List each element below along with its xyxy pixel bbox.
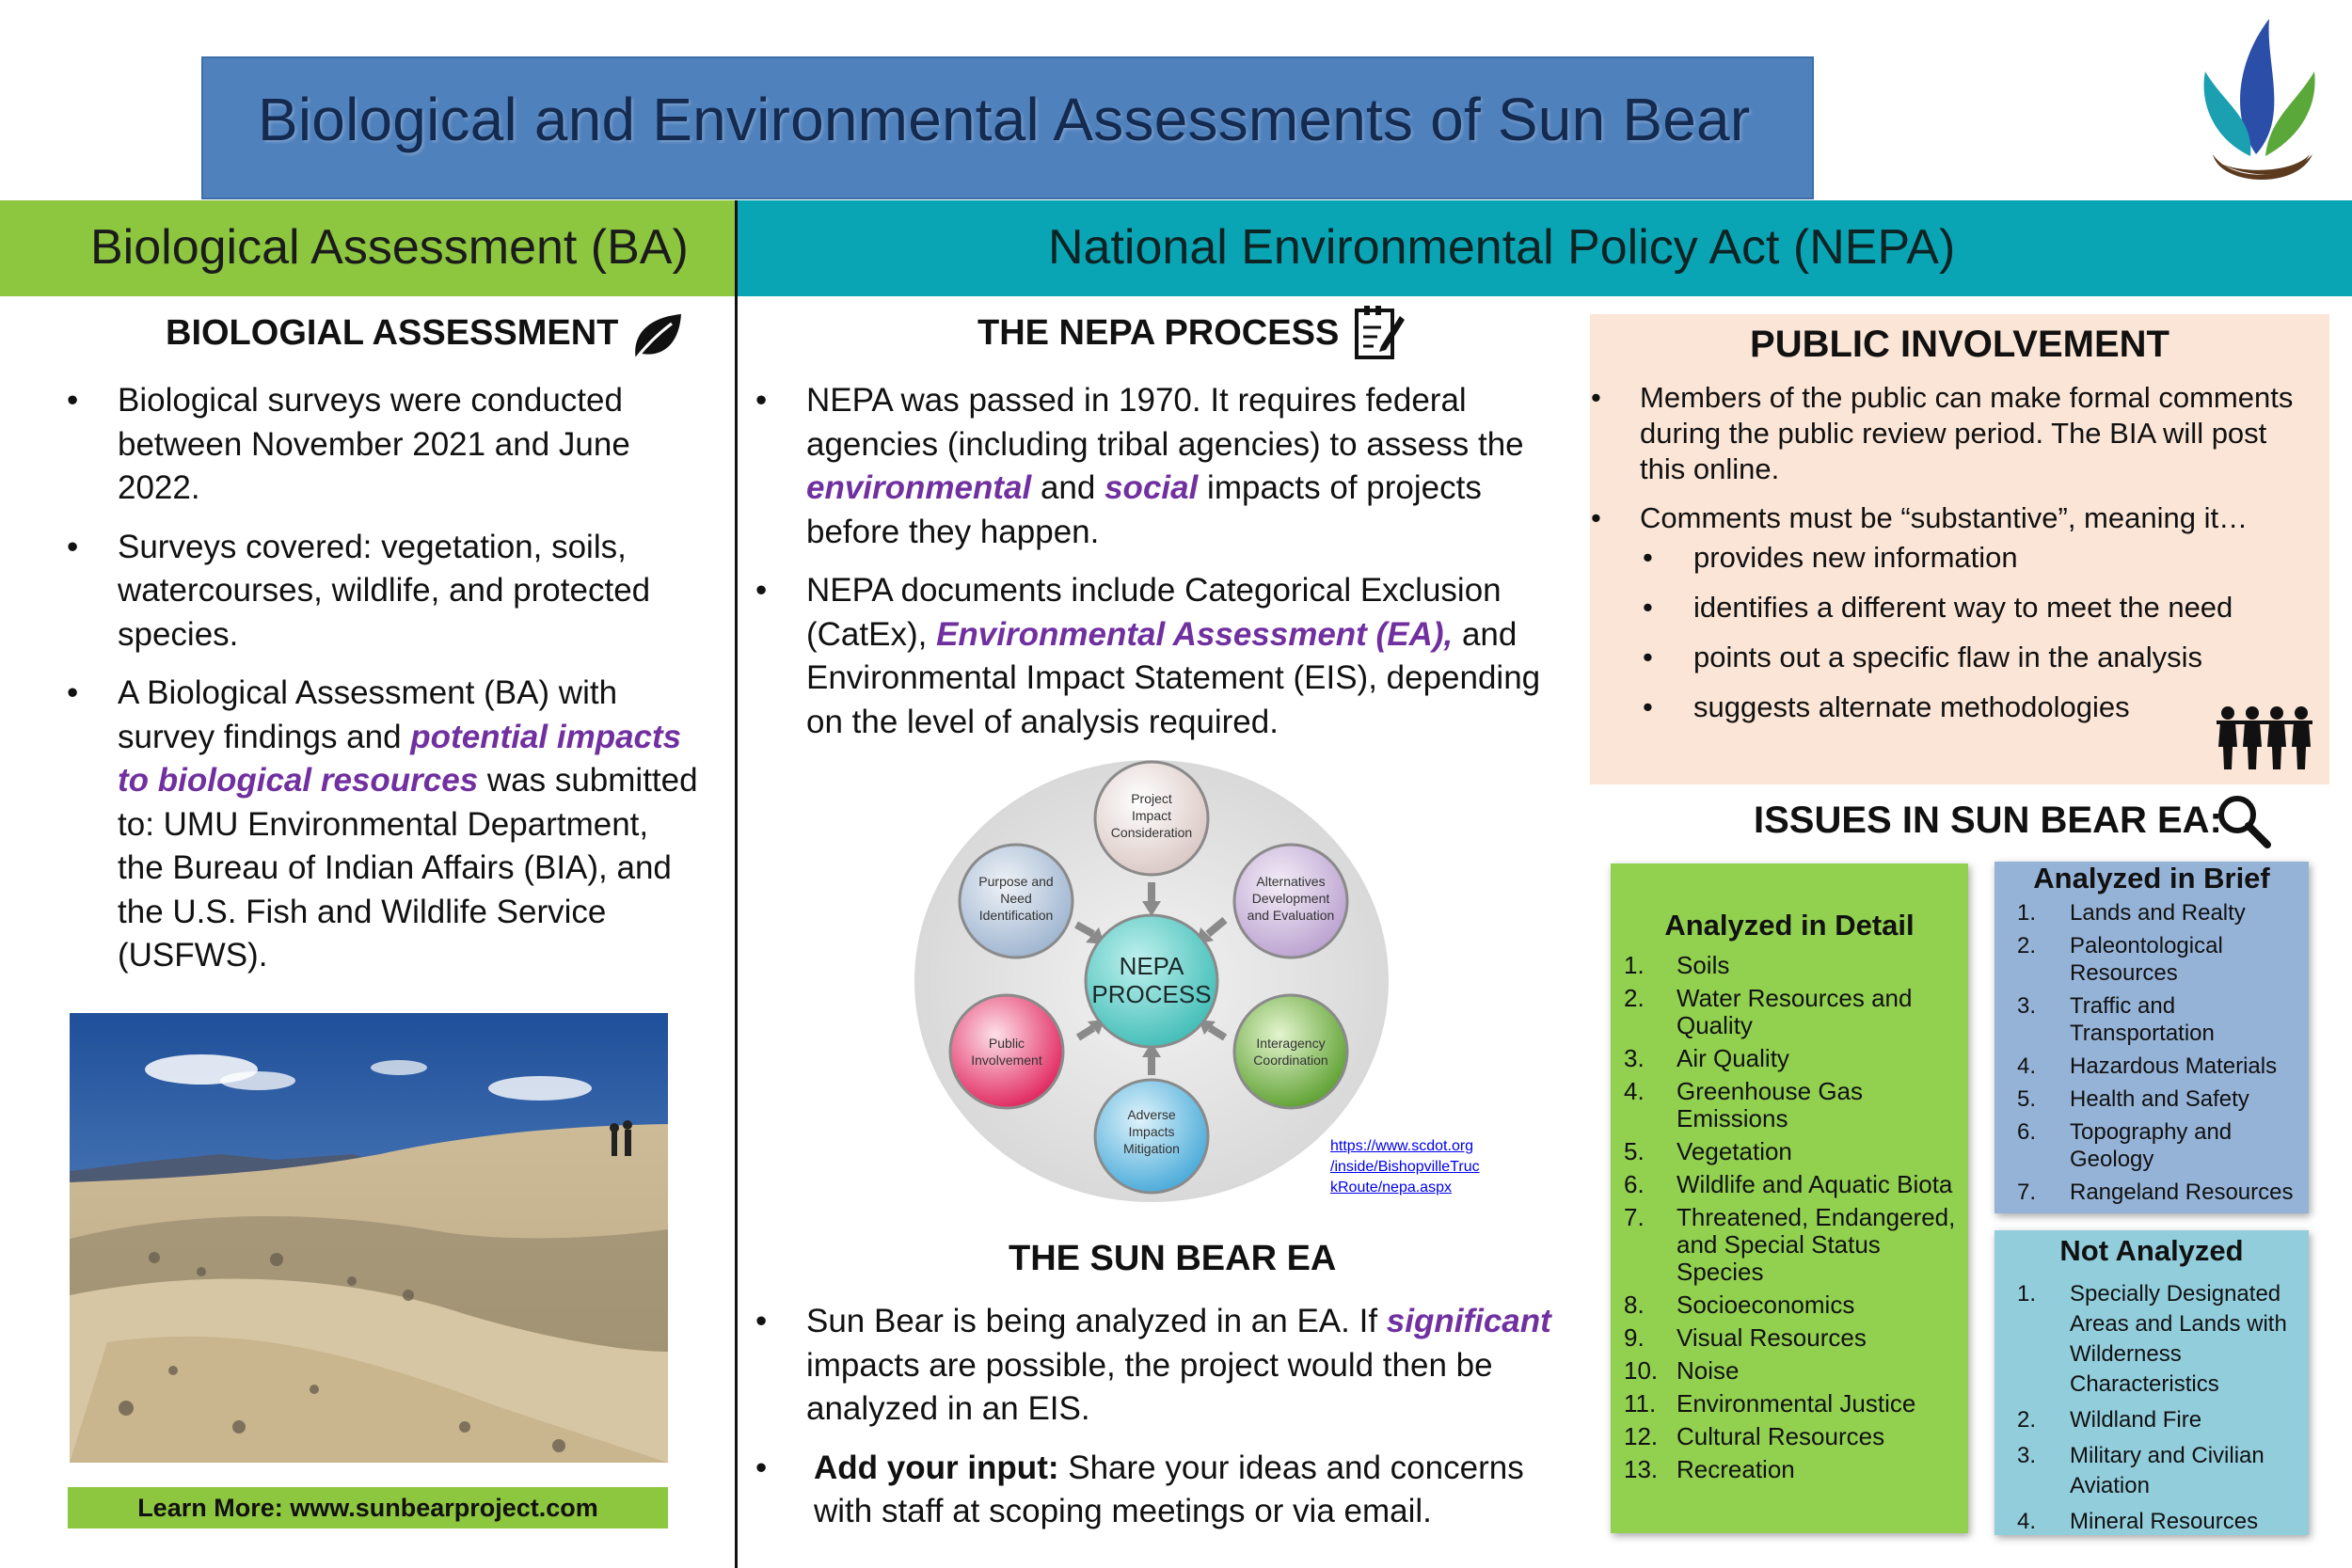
public-sub-bullet: • identifies a different way to meet the need — [1693, 590, 2296, 626]
list-item: 12. Cultural Resources — [1624, 1422, 1885, 1450]
brief-list — [2017, 899, 2305, 1212]
list-item: 5. Health and Safety — [2017, 1086, 2249, 1112]
title-banner — [201, 56, 1814, 199]
ba-bullet: • A Biological Assessment (BA) with survey findings and potential impacts to biological resources was submitted to: UMU Environmental Department, the Bureau of Indian Affairs (BIA), and the U.S. Fish and Wildlife Service (USFWS). — [118, 672, 701, 978]
ba-section-title: BIOLOGIAL ASSESSMENT — [166, 313, 619, 353]
svg-text:Involvement: Involvement — [971, 1053, 1042, 1068]
list-item: 2. Water Resources and Quality — [1624, 984, 1913, 1039]
public-sub-bullet: • suggests alternate methodologies — [1693, 689, 2296, 725]
list-item: 2. Paleontological Resources — [2017, 933, 2223, 986]
public-bullet: • Members of the public can make formal comments during the public review period. The BIA will post this online. — [1640, 380, 2298, 487]
cycle-node-center — [1086, 915, 1217, 1047]
public-sub-bullet: • provides new information — [1693, 540, 2296, 576]
logo — [2192, 13, 2324, 192]
svg-text:Impacts: Impacts — [1128, 1124, 1175, 1139]
nepa-bullet: • NEPA documents include Categorical Exclusion (CatEx), Environmental Assessment (EA), and Environmental Impact Statement (EIS), depending on the level of analysis required. — [806, 569, 1559, 744]
svg-text:Consideration: Consideration — [1110, 825, 1193, 840]
analyzed-in-detail-title: Analyzed in Detail — [1664, 909, 1915, 942]
list-item: 1. Lands and Realty — [2017, 900, 2246, 926]
nepa-bullet: • NEPA was passed in 1970. It requires federal agencies (including tribal agencies) to assess the environmental and social impacts of projects before they happen. — [806, 379, 1559, 554]
ba-bullet-list — [118, 379, 701, 993]
list-item: 4. Greenhouse Gas Emissions — [1624, 1077, 1864, 1132]
list-item: 7. Threatened, Endangered, and Special Status Species — [1624, 1203, 1956, 1286]
list-item: 4. Mineral Resources — [2017, 1509, 2259, 1534]
svg-text:NEPA: NEPA — [1119, 952, 1184, 980]
analyzed-in-detail-box — [1611, 863, 1968, 1533]
ba-section-header — [0, 200, 737, 296]
list-item: 5. Vegetation — [1624, 1137, 1792, 1165]
nepa-process-diagram — [914, 760, 1389, 1202]
ba-bullet: • Biological surveys were conducted between November 2021 and June 2022. — [118, 379, 701, 511]
nepa-bullet-list — [806, 379, 1559, 759]
cycle-node-adverse-impacts — [1095, 1080, 1208, 1193]
svg-text:Interagency: Interagency — [1256, 1036, 1326, 1051]
source-link[interactable]: https://www.scdot.org /inside/BishopvilleTruc kRoute/nepa.aspx — [1330, 1138, 1480, 1196]
nepa-section-header — [738, 200, 2352, 296]
analyzed-in-brief-box — [1994, 862, 2309, 1213]
public-bullet: • Comments must be “substantive”, meaning it… — [1640, 500, 2298, 536]
magnifier-icon — [2215, 792, 2271, 848]
list-item: 3. Military and Civilian Aviation — [2017, 1443, 2265, 1498]
list-item: 3. Air Quality — [1624, 1044, 1789, 1072]
public-involvement-title: PUBLIC INVOLVEMENT — [1750, 324, 2169, 365]
analyzed-in-brief-title: Analyzed in Brief — [2033, 862, 2270, 895]
list-item: 13. Recreation — [1624, 1455, 1795, 1483]
ea-bullet: • Add your input: Share your ideas and concerns with staff at scoping meetings or via email. — [806, 1447, 1559, 1534]
not-analyzed-list — [2017, 1279, 2305, 1543]
ba-bullet: • Surveys covered: vegetation, soils, watercourses, wildlife, and protected species. — [118, 526, 701, 657]
list-item: 9. Visual Resources — [1624, 1323, 1867, 1352]
public-bullet-list — [1640, 380, 2298, 549]
ea-bullet: • Sun Bear is being analyzed in an EA. If significant impacts are possible, the project would then be analyzed in an EIS. — [806, 1300, 1559, 1432]
nepa-header-text: National Environmental Policy Act (NEPA) — [1048, 220, 1956, 275]
ea-bullet-list — [806, 1300, 1559, 1549]
ba-header-text: Biological Assessment (BA) — [90, 220, 689, 275]
list-item: 6. Wildlife and Aquatic Biota — [1624, 1170, 1953, 1198]
svg-text:Need: Need — [1000, 891, 1032, 906]
svg-text:Identification: Identification — [978, 908, 1054, 923]
public-sub-bullet: • points out a specific flaw in the analysis — [1693, 640, 2296, 675]
svg-text:Coordination: Coordination — [1253, 1053, 1328, 1068]
issues-title: ISSUES IN SUN BEAR EA: — [1754, 800, 2222, 841]
list-item: 8. Socioeconomics — [1624, 1291, 1855, 1319]
learn-more-link[interactable]: Learn More: www.sunbearproject.com — [68, 1487, 668, 1528]
svg-text:Development: Development — [1251, 891, 1330, 906]
list-item: 10. Noise — [1624, 1356, 1740, 1385]
svg-text:Purpose and: Purpose and — [978, 874, 1054, 889]
list-item: 6. Topography and Geology — [2017, 1119, 2233, 1172]
svg-text:Mitigation: Mitigation — [1123, 1141, 1180, 1156]
column-divider — [735, 200, 738, 1568]
list-item: 1. Soils — [1624, 951, 1730, 979]
list-item: 11. Environmental Justice — [1624, 1389, 1916, 1418]
cycle-node-purpose-need — [960, 845, 1073, 958]
leaf-icon — [628, 310, 685, 363]
cycle-node-interagency — [1234, 995, 1347, 1108]
not-analyzed-title: Not Analyzed — [2059, 1234, 2244, 1267]
cycle-node-public-involvement — [950, 995, 1063, 1108]
people-group-icon — [2217, 704, 2312, 771]
landscape-photo — [70, 1013, 668, 1463]
notepad-edit-icon — [1353, 303, 1406, 361]
list-item: 2. Wildland Fire — [2017, 1407, 2202, 1433]
list-item: 7. Rangeland Resources — [2017, 1180, 2294, 1205]
svg-text:and Evaluation: and Evaluation — [1247, 908, 1335, 923]
nepa-process-title: THE NEPA PROCESS — [977, 313, 1340, 353]
not-analyzed-box — [1994, 1230, 2309, 1535]
list-item: 1. Specially Designated Areas and Lands with Wilderness Characteristics — [2017, 1281, 2287, 1397]
svg-text:Adverse: Adverse — [1127, 1107, 1176, 1122]
list-item: 3. Traffic and Transportation — [2017, 993, 2215, 1046]
svg-text:Alternatives: Alternatives — [1256, 874, 1326, 889]
public-sub-bullet-list — [1693, 540, 2296, 739]
svg-text:PROCESS: PROCESS — [1091, 980, 1212, 1008]
sun-bear-ea-title: THE SUN BEAR EA — [1009, 1239, 1337, 1278]
detail-list — [1624, 952, 1968, 1489]
page-title: Biological and Environmental Assessments of Sun Bear — [258, 86, 1751, 153]
cycle-node-alternatives — [1234, 845, 1347, 958]
list-item: 4. Hazardous Materials — [2017, 1053, 2278, 1079]
svg-text:Impact: Impact — [1131, 808, 1172, 823]
svg-text:Project: Project — [1131, 791, 1172, 806]
svg-text:Public: Public — [988, 1036, 1025, 1051]
cycle-node-project-impact — [1095, 762, 1208, 875]
